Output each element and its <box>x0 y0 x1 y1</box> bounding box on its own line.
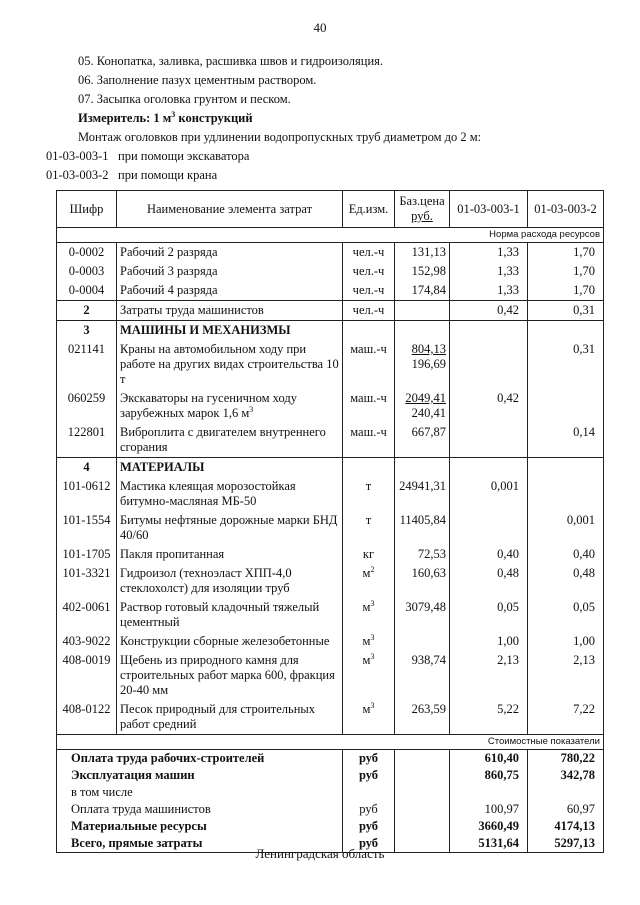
table-row <box>57 564 604 598</box>
summary-unit: руб <box>343 767 395 784</box>
cell-v1: 1,00 <box>450 632 528 651</box>
cell-code: 101-3321 <box>57 564 117 598</box>
unit-text: м <box>362 653 371 667</box>
summary-unit: руб <box>343 818 395 835</box>
cell-v2: 0,001 <box>528 511 604 545</box>
cell-unit <box>343 598 395 632</box>
cell-name: Раствор готовый кладочный тяжелый цементный <box>117 598 343 632</box>
cell-name-text: Экскаваторы на гусеничном ходу зарубежных марок 1,6 м <box>120 391 297 420</box>
unit-text: м <box>362 566 371 580</box>
header-unit: Ед.изм. <box>343 191 395 228</box>
summary-v2 <box>528 784 604 801</box>
cell-price: 24941,31 <box>395 477 450 511</box>
cell-v2: 1,70 <box>528 281 604 301</box>
table-row <box>57 389 604 423</box>
cell-price <box>395 301 450 321</box>
norm-subheader-row <box>57 228 604 243</box>
cell-price: 3079,48 <box>395 598 450 632</box>
summary-v2: 4174,13 <box>528 818 604 835</box>
cell-unit <box>343 564 395 598</box>
cell-code: 122801 <box>57 423 117 458</box>
cell-v1: 0,001 <box>450 477 528 511</box>
cell-unit: чел.-ч <box>343 281 395 301</box>
cell-price <box>395 389 450 423</box>
table-row <box>57 477 604 511</box>
cell-unit: чел.-ч <box>343 262 395 281</box>
summary-v1: 610,40 <box>450 750 528 768</box>
table-row <box>57 423 604 458</box>
cell-v1 <box>450 511 528 545</box>
variant-text: при помощи экскаватора <box>118 149 250 163</box>
table-row <box>57 700 604 735</box>
summary-label: Всего, прямые затраты <box>57 835 343 853</box>
cell-v1: 1,33 <box>450 262 528 281</box>
cell-unit: т <box>343 477 395 511</box>
summary-v1 <box>450 784 528 801</box>
cell-code: 0-0004 <box>57 281 117 301</box>
unit-sup: 3 <box>370 651 375 661</box>
header-col2: 01-03-003-2 <box>528 191 604 228</box>
intro-block <box>46 52 616 185</box>
summary-unit: руб <box>343 835 395 853</box>
intro-line: 07. Засыпка оголовка грунтом и песком. <box>78 92 291 106</box>
summary-v1: 3660,49 <box>450 818 528 835</box>
section-title: МАШИНЫ И МЕХАНИЗМЫ <box>117 321 343 341</box>
cell-v1 <box>450 340 528 389</box>
cell-name: Рабочий 2 разряда <box>117 243 343 263</box>
section-title: МАТЕРИАЛЫ <box>117 458 343 478</box>
cell-code: 0-0003 <box>57 262 117 281</box>
cell-price: 174,84 <box>395 281 450 301</box>
cell-v2 <box>528 477 604 511</box>
cell-name <box>117 389 343 423</box>
cell-name: Битумы нефтяные дорожные марки БНД 40/60 <box>117 511 343 545</box>
footer-region: Ленинградская область <box>255 846 385 861</box>
cell-v1: 0,48 <box>450 564 528 598</box>
cell-code: 021141 <box>57 340 117 389</box>
cost-subheader-row <box>57 735 604 750</box>
cell-name: Рабочий 3 разряда <box>117 262 343 281</box>
table-row <box>57 545 604 564</box>
table-row <box>57 632 604 651</box>
summary-label: Оплата труда рабочих-строителей <box>57 750 343 768</box>
cell-price-wage: 240,41 <box>411 406 446 420</box>
cell-v2: 7,22 <box>528 700 604 735</box>
summary-unit <box>343 784 395 801</box>
header-code: Шифр <box>57 191 117 228</box>
section-row <box>57 321 604 341</box>
cell-name: Конструкции сборные железобетонные <box>117 632 343 651</box>
table-header-row <box>57 191 604 228</box>
cell-v2: 1,70 <box>528 243 604 263</box>
cell-unit <box>343 700 395 735</box>
cell-price-main: 2049,41 <box>405 391 446 405</box>
header-price <box>395 191 450 228</box>
cell-v2: 0,14 <box>528 423 604 458</box>
summary-v2: 780,22 <box>528 750 604 768</box>
intro-line: 06. Заполнение пазух цементным раствором. <box>78 73 317 87</box>
cell-unit: маш.-ч <box>343 389 395 423</box>
cell-code: 408-0019 <box>57 651 117 700</box>
cell-unit <box>343 632 395 651</box>
cell-v1: 5,22 <box>450 700 528 735</box>
section-number: 4 <box>57 458 117 478</box>
cell-code: 2 <box>57 301 117 321</box>
cell-name: Гидроизол (техноэласт ХПП-4,0 стеклохолст) для изоляции труб <box>117 564 343 598</box>
variant-line <box>46 147 616 166</box>
summary-v1: 860,75 <box>450 767 528 784</box>
summary-v1: 100,97 <box>450 801 528 818</box>
summary-v1: 5131,64 <box>450 835 528 853</box>
norm-subheader: Норма расхода ресурсов <box>57 228 604 243</box>
header-col1: 01-03-003-1 <box>450 191 528 228</box>
cell-price-main: 804,13 <box>411 342 446 356</box>
cell-code: 403-9022 <box>57 632 117 651</box>
table-row <box>57 301 604 321</box>
cell-v1: 1,33 <box>450 281 528 301</box>
cell-name: Затраты труда машинистов <box>117 301 343 321</box>
cell-name: Песок природный для строительных работ средний <box>117 700 343 735</box>
summary-unit: руб <box>343 801 395 818</box>
cell-name: Виброплита с двигателем внутреннего сгорания <box>117 423 343 458</box>
meter-sup: 3 <box>171 109 176 119</box>
cell-price-wage: 196,69 <box>411 357 446 371</box>
table-row <box>57 340 604 389</box>
table-row <box>57 511 604 545</box>
cell-v2: 0,05 <box>528 598 604 632</box>
cell-price: 938,74 <box>395 651 450 700</box>
cell-price: 11405,84 <box>395 511 450 545</box>
table-row <box>57 243 604 263</box>
cell-v2: 0,31 <box>528 301 604 321</box>
cell-price: 131,13 <box>395 243 450 263</box>
unit-text: м <box>362 702 371 716</box>
cell-unit: маш.-ч <box>343 340 395 389</box>
cell-price <box>395 632 450 651</box>
cell-v2 <box>528 389 604 423</box>
unit-sup: 3 <box>370 632 375 642</box>
cell-v2: 0,48 <box>528 564 604 598</box>
unit-text: м <box>362 634 371 648</box>
summary-row <box>57 750 604 768</box>
header-price-line1: Баз.цена <box>399 194 445 208</box>
cell-code: 408-0122 <box>57 700 117 735</box>
meter-label: Измеритель: 1 м <box>78 111 172 125</box>
cell-v1: 0,42 <box>450 301 528 321</box>
unit-text: м <box>362 600 371 614</box>
table-row <box>57 281 604 301</box>
unit-sup: 3 <box>370 700 375 710</box>
cell-name-sup: 3 <box>249 404 254 414</box>
cell-v2: 1,70 <box>528 262 604 281</box>
summary-v2: 60,97 <box>528 801 604 818</box>
cell-code: 0-0002 <box>57 243 117 263</box>
cell-name: Краны на автомобильном ходу при работе на других видах строительства 10 т <box>117 340 343 389</box>
cell-v1 <box>450 423 528 458</box>
cell-v2: 1,00 <box>528 632 604 651</box>
table-row <box>57 262 604 281</box>
cell-v1: 0,42 <box>450 389 528 423</box>
cell-price: 667,87 <box>395 423 450 458</box>
variant-line <box>46 166 616 185</box>
cell-v2: 0,40 <box>528 545 604 564</box>
cell-code: 101-1705 <box>57 545 117 564</box>
cell-v2: 2,13 <box>528 651 604 700</box>
summary-v2: 342,78 <box>528 767 604 784</box>
cell-unit: маш.-ч <box>343 423 395 458</box>
cell-v2: 0,31 <box>528 340 604 389</box>
summary-label: Материальные ресурсы <box>57 818 343 835</box>
intro-line: 05. Конопатка, заливка, расшивка швов и гидроизоляция. <box>78 54 384 68</box>
summary-row <box>57 784 604 801</box>
section-number: 3 <box>57 321 117 341</box>
cell-price: 72,53 <box>395 545 450 564</box>
cell-v1: 0,05 <box>450 598 528 632</box>
cost-subheader: Стоимостные показатели <box>57 735 604 750</box>
variant-text: при помощи крана <box>118 168 218 182</box>
table-row <box>57 651 604 700</box>
cell-v1: 1,33 <box>450 243 528 263</box>
norms-table <box>56 190 604 853</box>
variant-code: 01-03-003-1 <box>46 149 109 163</box>
section-row <box>57 458 604 478</box>
cell-name: Пакля пропитанная <box>117 545 343 564</box>
cell-code: 402-0061 <box>57 598 117 632</box>
header-name: Наименование элемента затрат <box>117 191 343 228</box>
meter-suffix: конструкций <box>175 111 253 125</box>
cell-code: 101-0612 <box>57 477 117 511</box>
cell-price: 152,98 <box>395 262 450 281</box>
cell-unit: кг <box>343 545 395 564</box>
summary-label: в том числе <box>57 784 343 801</box>
cell-price: 263,59 <box>395 700 450 735</box>
cell-unit: т <box>343 511 395 545</box>
summary-row <box>57 767 604 784</box>
summary-label: Эксплуатация машин <box>57 767 343 784</box>
cell-name: Щебень из природного камня для строительных работ марка 600, фракция 20-40 мм <box>117 651 343 700</box>
summary-unit: руб <box>343 750 395 768</box>
summary-v2: 5297,13 <box>528 835 604 853</box>
cell-v1: 0,40 <box>450 545 528 564</box>
summary-row <box>57 818 604 835</box>
summary-row <box>57 801 604 818</box>
header-price-line2: руб. <box>411 209 433 223</box>
page-number: 40 <box>313 20 327 35</box>
cell-unit: чел.-ч <box>343 301 395 321</box>
meter-line <box>56 109 616 128</box>
unit-sup: 3 <box>370 598 375 608</box>
summary-label: Оплата труда машинистов <box>57 801 343 818</box>
cell-name: Мастика клеящая морозостойкая битумно-масляная МБ-50 <box>117 477 343 511</box>
cell-code: 101-1554 <box>57 511 117 545</box>
variant-code: 01-03-003-2 <box>46 168 109 182</box>
cell-unit: чел.-ч <box>343 243 395 263</box>
cell-code: 060259 <box>57 389 117 423</box>
cell-price: 160,63 <box>395 564 450 598</box>
unit-sup: 2 <box>370 564 375 574</box>
cell-price <box>395 340 450 389</box>
table-row <box>57 598 604 632</box>
description-line: Монтаж оголовков при удлинении водопропускных труб диаметром до 2 м: <box>78 130 482 144</box>
cell-name: Рабочий 4 разряда <box>117 281 343 301</box>
cell-unit <box>343 651 395 700</box>
cell-v1: 2,13 <box>450 651 528 700</box>
